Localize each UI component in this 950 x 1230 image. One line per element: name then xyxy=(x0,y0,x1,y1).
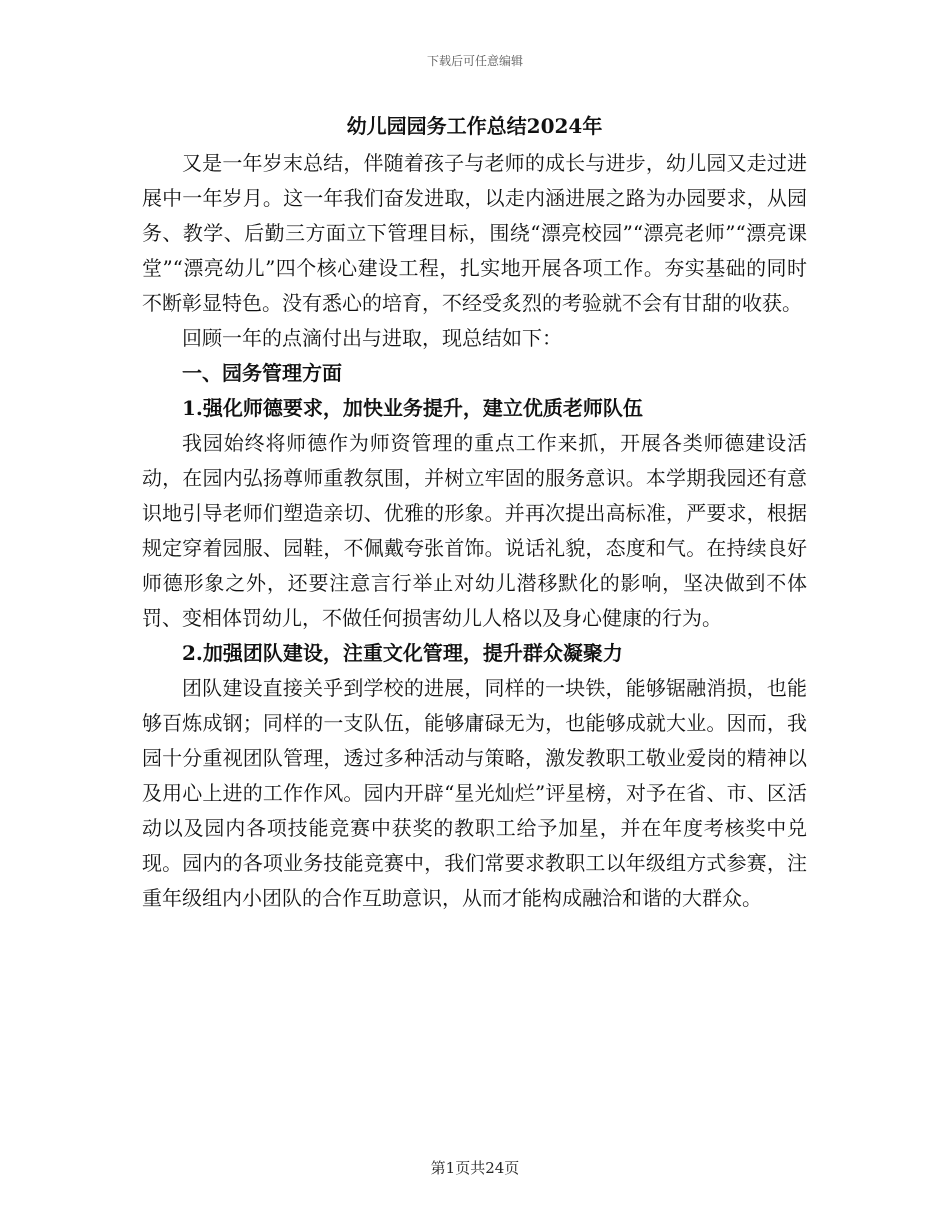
subsection-heading-2: 2.加强团队建设，注重文化管理，提升群众凝聚力 xyxy=(182,641,623,665)
section-heading: 一、园务管理方面 xyxy=(182,361,342,385)
document-title: 幼儿园园务工作总结2024年 xyxy=(346,114,603,138)
intro-paragraph: 又是一年岁末总结，伴随着孩子与老师的成长与进步，幼儿园又走过进展中一年岁月。这一年我们奋发进取，以走内涵进展之路为办园要求，从园务、教学、后勤三方面立下管理目标，围绕“漂亮校园”“漂亮老师”“漂亮课堂”“漂亮幼儿”四个核心建设工程，扎实地开展各项工作。夯实基础的同时不断彰显特色。没有悉心的培育，不经受炙烈的考验就不会有甘甜的收获。 xyxy=(142,151,807,315)
subsection-paragraph-1: 我园始终将师德作为师资管理的重点工作来抓，开展各类师德建设活动，在园内弘扬尊师重教氛围，并树立牢固的服务意识。本学期我园还有意识地引导老师们塑造亲切、优雅的形象。并再次提出高标准，严要求，根据规定穿着园服、园鞋，不佩戴夸张首饰。说话礼貌，态度和气。在持续良好师德形象之外，还要注意言行举止对幼儿潜移默化的影响，坚决做到不体罚、变相体罚幼儿，不做任何损害幼儿人格以及身心健康的行为。 xyxy=(142,431,807,630)
summary-line: 回顾一年的点滴付出与进取，现总结如下： xyxy=(182,326,562,350)
page-footer: 第1页共24页 xyxy=(430,1159,520,1177)
subsection-heading-1: 1.强化师德要求，加快业务提升，建立优质老师队伍 xyxy=(182,396,643,420)
page-header: 下载后可任意编辑 xyxy=(426,54,523,68)
subsection-paragraph-2: 团队建设直接关乎到学校的进展，同样的一块铁，能够锯融消损，也能够百炼成钢；同样的一支队伍，能够庸碌无为，也能够成就大业。因而，我园十分重视团队管理，透过多种活动与策略，激发教职工敬业爱岗的精神以及用心上进的工作作风。园内开辟“星光灿烂”评星榜，对予在省、市、区活动以及园内各项技能竞赛中获奖的教职工给予加星，并在年度考核奖中兑现。园内的各项业务技能竞赛中，我们常要求教职工以年级组方式参赛，注重年级组内小团队的合作互助意识，从而才能构成融洽和谐的大群众。 xyxy=(142,676,807,910)
document-body xyxy=(142,110,807,916)
